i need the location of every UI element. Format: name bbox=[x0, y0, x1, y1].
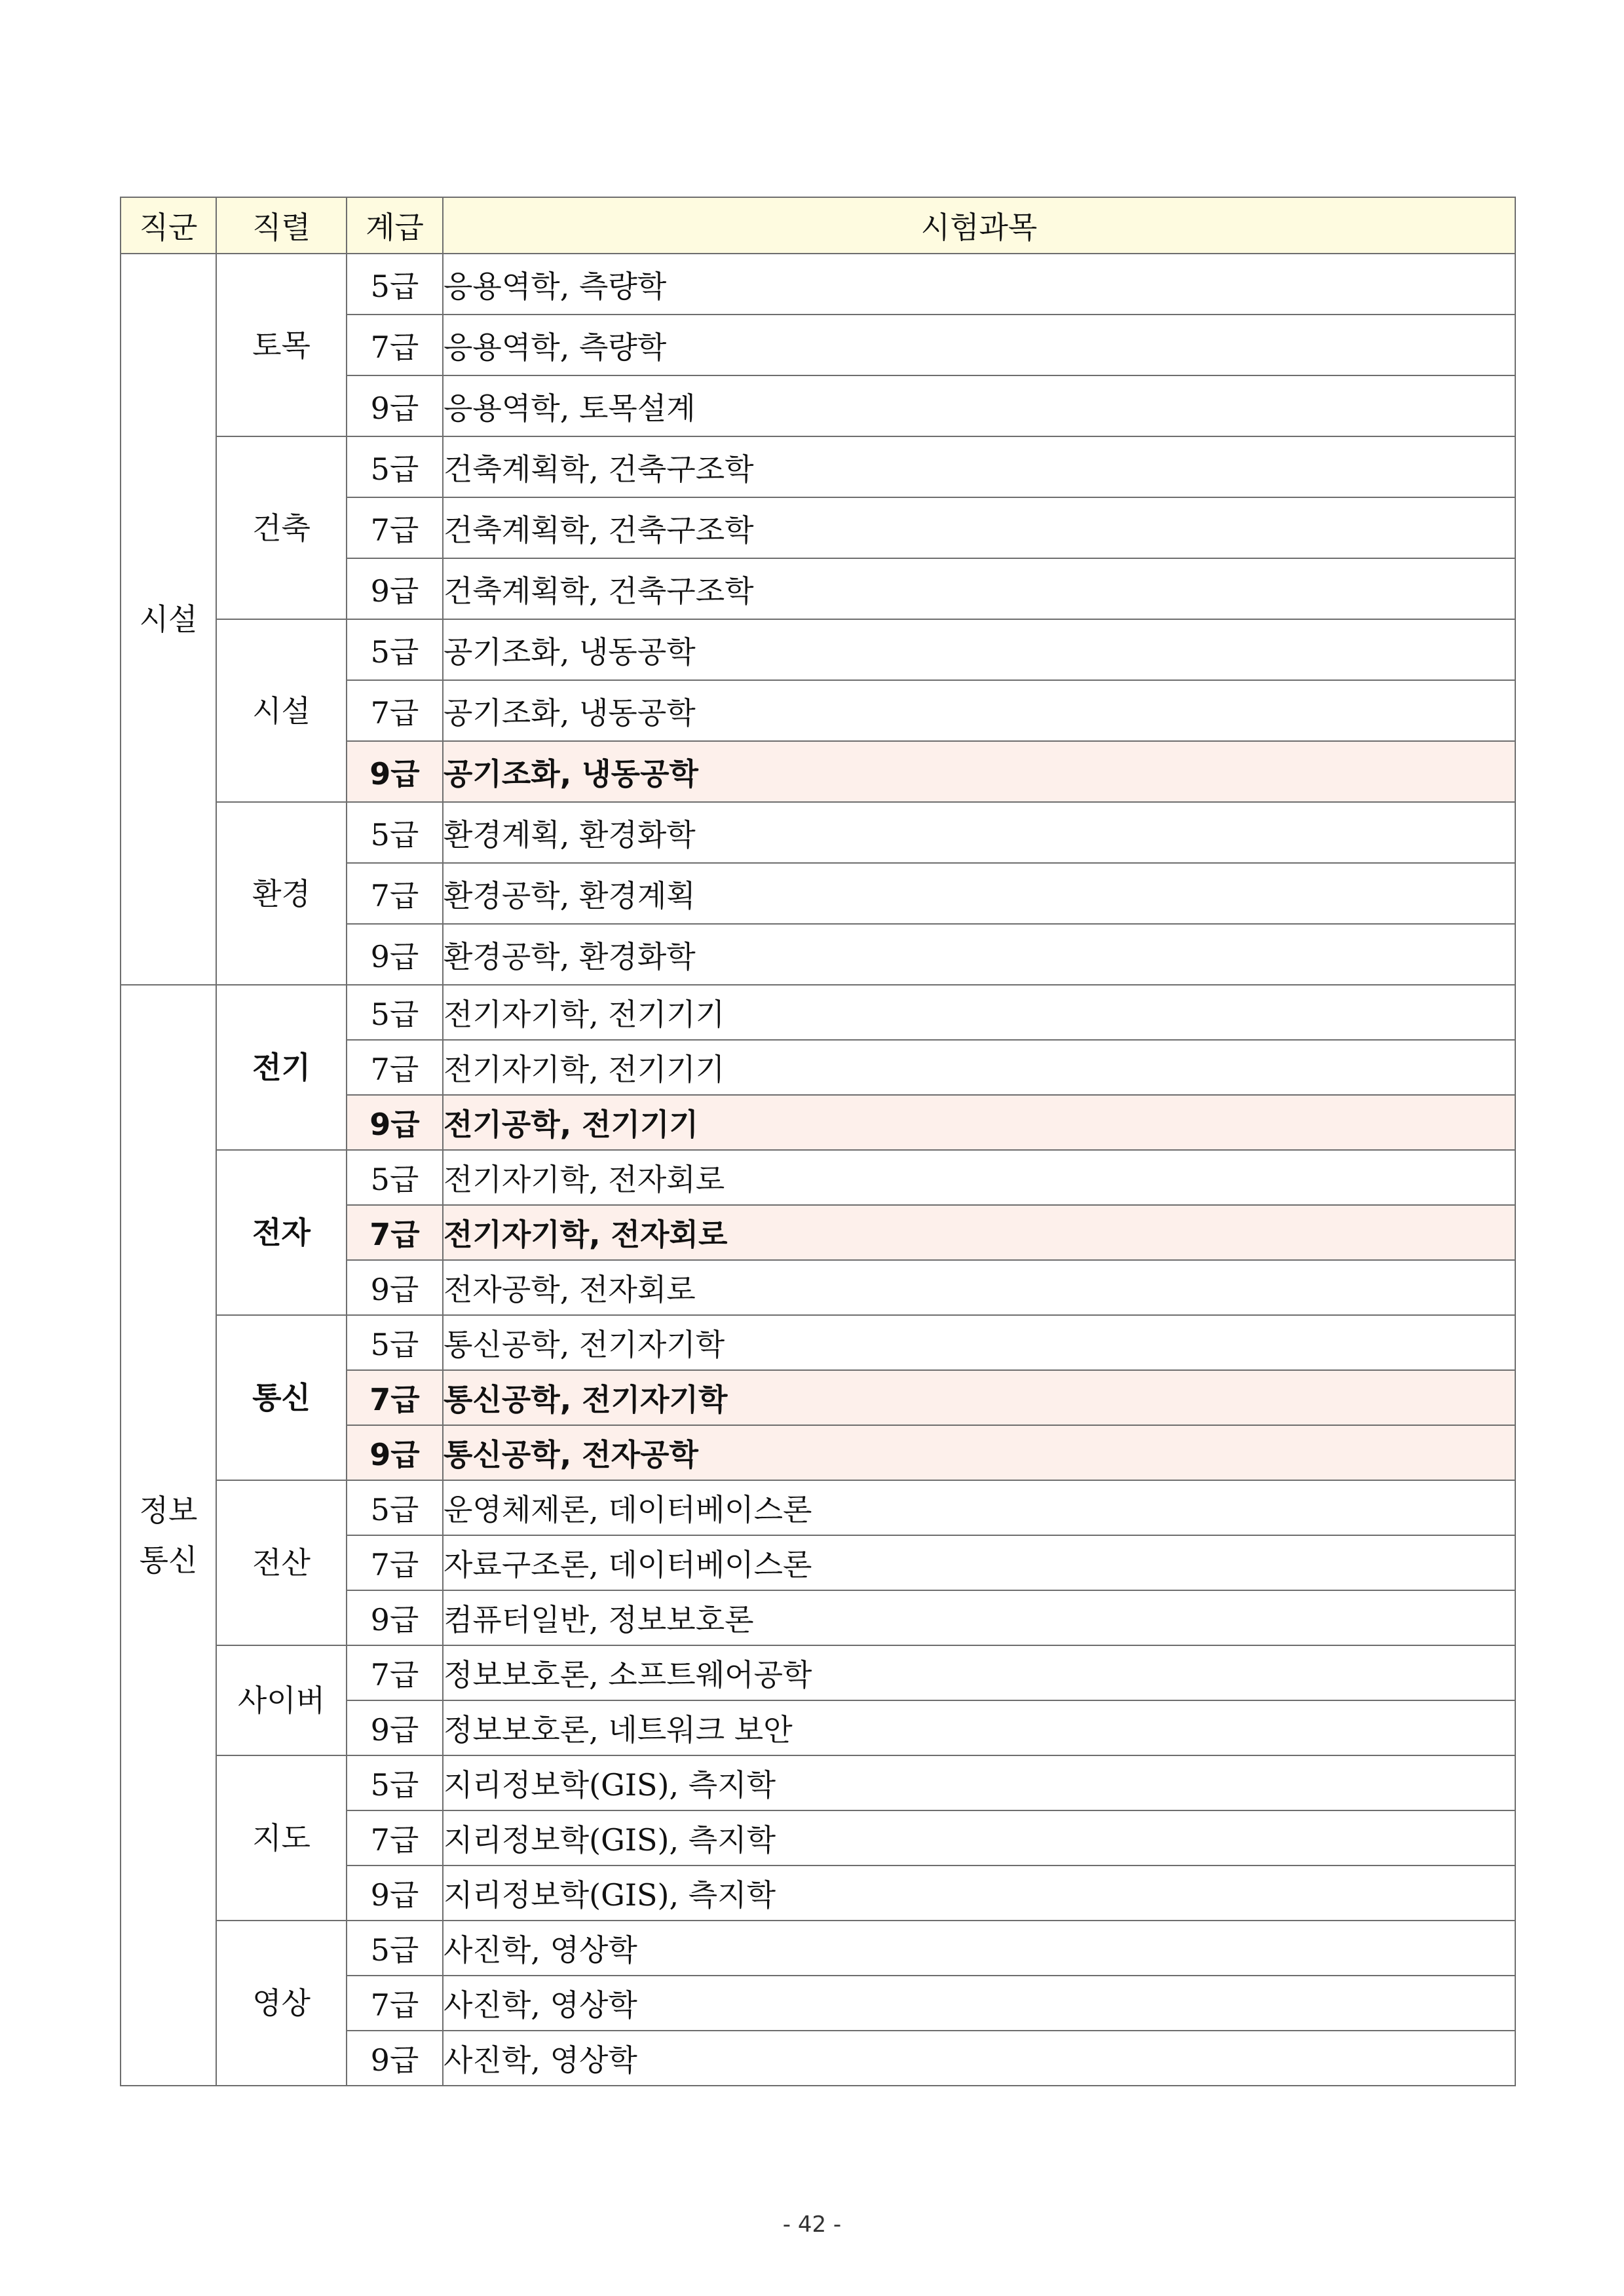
exam-subject-table bbox=[120, 197, 1516, 2086]
grade-cell: 9급 bbox=[347, 1700, 443, 1755]
subjects-cell: 환경계획, 환경화학 bbox=[443, 802, 1515, 863]
table-row bbox=[121, 1755, 1515, 1810]
subjects-cell: 컴퓨터일반, 정보보호론 bbox=[443, 1590, 1515, 1645]
grade-cell: 9급 bbox=[347, 1095, 443, 1150]
header-gun: 직군 bbox=[121, 197, 216, 254]
header-ryeol: 직렬 bbox=[216, 197, 347, 254]
grade-cell: 9급 bbox=[347, 924, 443, 985]
subjects-cell: 전기자기학, 전자회로 bbox=[443, 1150, 1515, 1205]
job-series-cell: 지도 bbox=[216, 1755, 347, 1921]
grade-cell: 5급 bbox=[347, 985, 443, 1040]
subjects-cell: 공기조화, 냉동공학 bbox=[443, 619, 1515, 680]
table-row bbox=[121, 1480, 1515, 1535]
job-series-cell: 전산 bbox=[216, 1480, 347, 1645]
grade-cell: 5급 bbox=[347, 1150, 443, 1205]
grade-cell: 7급 bbox=[347, 680, 443, 741]
job-series-cell: 사이버 bbox=[216, 1645, 347, 1755]
grade-cell: 7급 bbox=[347, 1976, 443, 2031]
table-row bbox=[121, 619, 1515, 680]
grade-cell: 9급 bbox=[347, 1260, 443, 1315]
grade-cell: 7급 bbox=[347, 1535, 443, 1590]
header-grade: 계급 bbox=[347, 197, 443, 254]
job-series-cell: 영상 bbox=[216, 1921, 347, 2086]
subjects-cell: 통신공학, 전기자기학 bbox=[443, 1315, 1515, 1370]
table-header-row bbox=[121, 197, 1515, 254]
header-subjects: 시험과목 bbox=[443, 197, 1515, 254]
subjects-cell: 공기조화, 냉동공학 bbox=[443, 741, 1515, 802]
job-group-label: 정보 bbox=[139, 1493, 198, 1528]
job-series-cell: 시설 bbox=[216, 619, 347, 802]
grade-cell: 7급 bbox=[347, 1205, 443, 1260]
subjects-cell: 전기자기학, 전기기기 bbox=[443, 1040, 1515, 1095]
subjects-cell: 건축계획학, 건축구조학 bbox=[443, 558, 1515, 619]
subjects-cell: 지리정보학(GIS), 측지학 bbox=[443, 1866, 1515, 1921]
job-series-cell: 건축 bbox=[216, 436, 347, 619]
grade-cell: 7급 bbox=[347, 1370, 443, 1425]
subjects-cell: 응용역학, 측량학 bbox=[443, 315, 1515, 375]
table-row bbox=[121, 1150, 1515, 1205]
subjects-cell: 응용역학, 토목설계 bbox=[443, 375, 1515, 436]
subjects-cell: 환경공학, 환경계획 bbox=[443, 863, 1515, 924]
job-group-cell bbox=[121, 985, 216, 2086]
subjects-cell: 건축계획학, 건축구조학 bbox=[443, 436, 1515, 497]
table-body bbox=[121, 254, 1515, 2086]
grade-cell: 7급 bbox=[347, 863, 443, 924]
grade-cell: 9급 bbox=[347, 1866, 443, 1921]
grade-cell: 5급 bbox=[347, 1480, 443, 1535]
job-series-cell: 전기 bbox=[216, 985, 347, 1150]
subjects-cell: 사진학, 영상학 bbox=[443, 1921, 1515, 1976]
grade-cell: 7급 bbox=[347, 1810, 443, 1866]
table-row bbox=[121, 802, 1515, 863]
subjects-cell: 응용역학, 측량학 bbox=[443, 254, 1515, 315]
subjects-cell: 사진학, 영상학 bbox=[443, 2031, 1515, 2086]
table-row bbox=[121, 254, 1515, 315]
table-row bbox=[121, 1315, 1515, 1370]
subjects-cell: 건축계획학, 건축구조학 bbox=[443, 497, 1515, 558]
grade-cell: 9급 bbox=[347, 375, 443, 436]
job-series-cell: 토목 bbox=[216, 254, 347, 436]
job-group-cell bbox=[121, 254, 216, 985]
grade-cell: 7급 bbox=[347, 315, 443, 375]
subjects-cell: 전자공학, 전자회로 bbox=[443, 1260, 1515, 1315]
table-row bbox=[121, 1921, 1515, 1976]
subjects-cell: 전기자기학, 전자회로 bbox=[443, 1205, 1515, 1260]
subjects-cell: 자료구조론, 데이터베이스론 bbox=[443, 1535, 1515, 1590]
subjects-cell: 통신공학, 전기자기학 bbox=[443, 1370, 1515, 1425]
page-number: - 42 - bbox=[782, 2211, 842, 2238]
subjects-cell: 통신공학, 전자공학 bbox=[443, 1425, 1515, 1480]
job-group-label: 시설 bbox=[139, 602, 198, 637]
grade-cell: 5급 bbox=[347, 802, 443, 863]
grade-cell: 5급 bbox=[347, 254, 443, 315]
job-group-label: 통신 bbox=[139, 1542, 198, 1578]
grade-cell: 7급 bbox=[347, 1645, 443, 1700]
table-row bbox=[121, 436, 1515, 497]
table-row bbox=[121, 1645, 1515, 1700]
grade-cell: 5급 bbox=[347, 619, 443, 680]
grade-cell: 5급 bbox=[347, 1921, 443, 1976]
table-row bbox=[121, 985, 1515, 1040]
job-series-cell: 통신 bbox=[216, 1315, 347, 1480]
grade-cell: 9급 bbox=[347, 1590, 443, 1645]
grade-cell: 9급 bbox=[347, 558, 443, 619]
subjects-cell: 운영체제론, 데이터베이스론 bbox=[443, 1480, 1515, 1535]
grade-cell: 5급 bbox=[347, 1315, 443, 1370]
subjects-cell: 지리정보학(GIS), 측지학 bbox=[443, 1810, 1515, 1866]
grade-cell: 5급 bbox=[347, 436, 443, 497]
subjects-cell: 지리정보학(GIS), 측지학 bbox=[443, 1755, 1515, 1810]
grade-cell: 7급 bbox=[347, 1040, 443, 1095]
grade-cell: 5급 bbox=[347, 1755, 443, 1810]
subjects-cell: 전기공학, 전기기기 bbox=[443, 1095, 1515, 1150]
subjects-cell: 공기조화, 냉동공학 bbox=[443, 680, 1515, 741]
job-series-cell: 전자 bbox=[216, 1150, 347, 1315]
subjects-cell: 전기자기학, 전기기기 bbox=[443, 985, 1515, 1040]
subjects-cell: 환경공학, 환경화학 bbox=[443, 924, 1515, 985]
subjects-cell: 정보보호론, 네트워크 보안 bbox=[443, 1700, 1515, 1755]
grade-cell: 9급 bbox=[347, 2031, 443, 2086]
subjects-cell: 정보보호론, 소프트웨어공학 bbox=[443, 1645, 1515, 1700]
grade-cell: 7급 bbox=[347, 497, 443, 558]
grade-cell: 9급 bbox=[347, 1425, 443, 1480]
grade-cell: 9급 bbox=[347, 741, 443, 802]
subjects-cell: 사진학, 영상학 bbox=[443, 1976, 1515, 2031]
job-series-cell: 환경 bbox=[216, 802, 347, 985]
